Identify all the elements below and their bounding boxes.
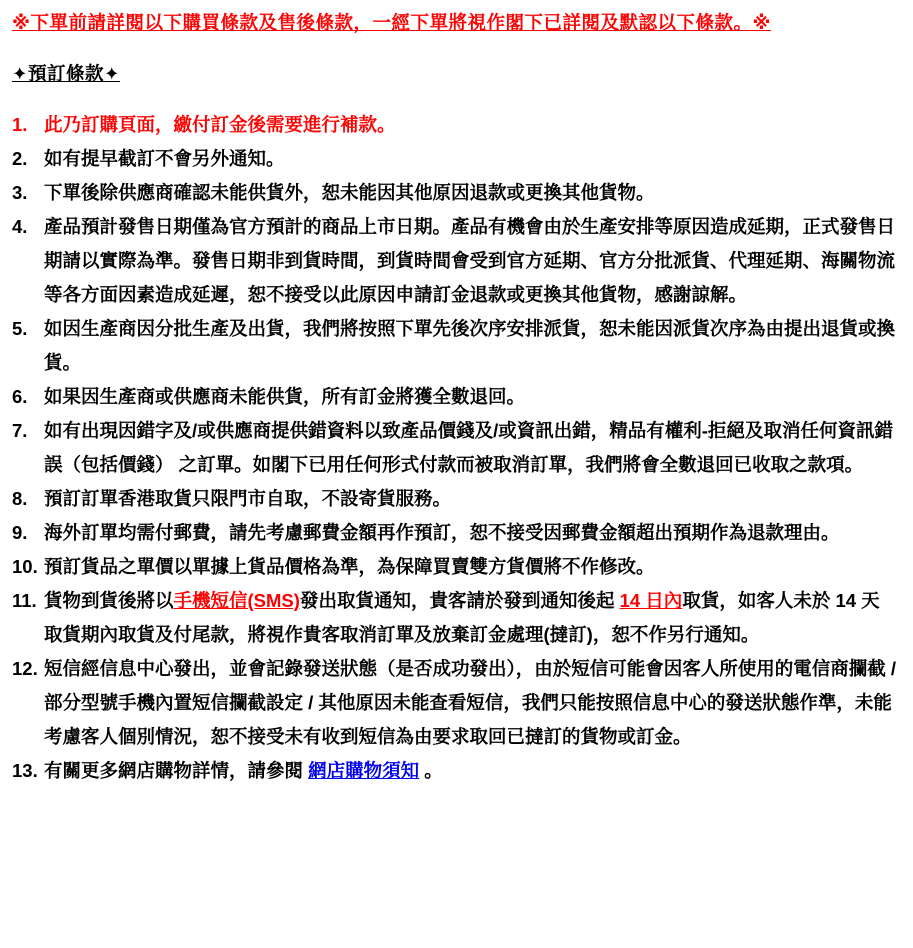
text-segment: 有關更多網店購物詳情，請參閱 bbox=[44, 760, 309, 781]
item-number: 3. bbox=[12, 182, 28, 203]
terms-item bbox=[12, 754, 897, 788]
terms-item bbox=[12, 550, 897, 584]
terms-item bbox=[12, 482, 897, 516]
item-number: 1. bbox=[12, 114, 28, 135]
item-number: 9. bbox=[12, 522, 28, 543]
terms-item bbox=[12, 414, 897, 482]
item-text bbox=[44, 652, 897, 754]
item-number: 4. bbox=[12, 216, 28, 237]
text-segment: 預訂貨品之單價以單據上貨品價格為準，為保障買賣雙方貨價將不作修改。 bbox=[44, 556, 655, 577]
text-segment: 短信經信息中心發出，並會記錄發送狀態（是否成功發出），由於短信可能會因客人所使用的電信商攔截 / 部分型號手機內置短信攔截設定 / 其他原因未能查看短信，我們只能按照信息中心的發送狀態作準，未能考慮客人個別情況，恕不接受未有收到短信為由要求取回已撻訂的貨物或訂金。 bbox=[44, 658, 897, 747]
terms-item bbox=[12, 380, 897, 414]
section-heading: ✦預訂條款✦ bbox=[12, 63, 121, 84]
terms-item bbox=[12, 108, 897, 142]
item-number: 11. bbox=[12, 590, 37, 611]
highlight-text: 14 日內 bbox=[619, 590, 683, 611]
terms-item bbox=[12, 312, 897, 380]
terms-item bbox=[12, 584, 897, 652]
item-number: 5. bbox=[12, 318, 28, 339]
terms-item bbox=[12, 176, 897, 210]
terms-item bbox=[12, 516, 897, 550]
text-segment: 如有提早截訂不會另外通知。 bbox=[44, 148, 285, 169]
item-text bbox=[44, 584, 897, 652]
text-segment: 如有出現因錯字及/或供應商提供錯資料以致產品價錢及/或資訊出錯，精品有權利-拒絕及取消任何資訊錯誤（包括價錢） 之訂單。如閣下已用任何形式付款而被取消訂單，我們將會全數退回已收取之款項。 bbox=[44, 420, 893, 475]
terms-item bbox=[12, 210, 897, 312]
text-segment: 貨物到貨後將以 bbox=[44, 590, 174, 611]
store-guide-link[interactable]: 網店購物須知 bbox=[308, 760, 420, 781]
item-text bbox=[44, 380, 897, 414]
text-segment: 如因生產商因分批生產及出貨，我們將按照下單先後次序安排派貨，恕未能因派貨次序為由提出退貨或換貨。 bbox=[44, 318, 896, 373]
item-number: 6. bbox=[12, 386, 28, 407]
text-segment: 此乃訂購頁面，繳付訂金後需要進行補款。 bbox=[44, 114, 396, 135]
item-text bbox=[44, 142, 897, 176]
text-segment: 。 bbox=[419, 760, 443, 781]
item-text bbox=[44, 108, 897, 142]
item-text bbox=[44, 210, 897, 312]
terms-item bbox=[12, 142, 897, 176]
text-segment: 如果因生產商或供應商未能供貨，所有訂金將獲全數退回。 bbox=[44, 386, 526, 407]
terms-list bbox=[12, 108, 897, 788]
page-title: ※下單前請詳閱以下購買條款及售後條款，一經下單將視作閣下已詳閱及默認以下條款。※ bbox=[12, 12, 771, 33]
text-segment: 產品預計發售日期僅為官方預計的商品上市日期。產品有機會由於生產安排等原因造成延期，正式發售日期請以實際為準。發售日期非到貨時間，到貨時間會受到官方延期、官方分批派貨、代理延期、海關物流等各方面因素造成延遲，恕不接受以此原因申請訂金退款或更換其他貨物，感謝諒解。 bbox=[44, 216, 896, 305]
item-text bbox=[44, 312, 897, 380]
item-text bbox=[44, 482, 897, 516]
item-number: 7. bbox=[12, 420, 28, 441]
item-text bbox=[44, 414, 897, 482]
item-text bbox=[44, 550, 897, 584]
text-segment: 取貨，如客人未於 14 天取貨期內取貨及付尾款，將視作貴客取消訂單及放棄訂金處理(撻訂)，恕不作另行通知。 bbox=[44, 590, 880, 645]
text-segment: 發出取貨通知，貴客請於發到通知後起 bbox=[299, 590, 620, 611]
item-number: 8. bbox=[12, 488, 28, 509]
text-segment: 下單後除供應商確認未能供貨外，恕未能因其他原因退款或更換其他貨物。 bbox=[44, 182, 655, 203]
highlight-text: 手機短信(SMS) bbox=[173, 590, 300, 611]
item-number: 2. bbox=[12, 148, 28, 169]
terms-item bbox=[12, 652, 897, 754]
item-number: 12. bbox=[12, 658, 38, 679]
text-segment: 預訂訂單香港取貨只限門市自取，不設寄貨服務。 bbox=[44, 488, 452, 509]
text-segment: 海外訂單均需付郵費，請先考慮郵費金額再作預訂，恕不接受因郵費金額超出預期作為退款理由。 bbox=[44, 522, 840, 543]
item-text bbox=[44, 516, 897, 550]
item-number: 10. bbox=[12, 556, 38, 577]
item-text bbox=[44, 176, 897, 210]
item-text bbox=[44, 754, 897, 788]
item-number: 13. bbox=[12, 760, 38, 781]
